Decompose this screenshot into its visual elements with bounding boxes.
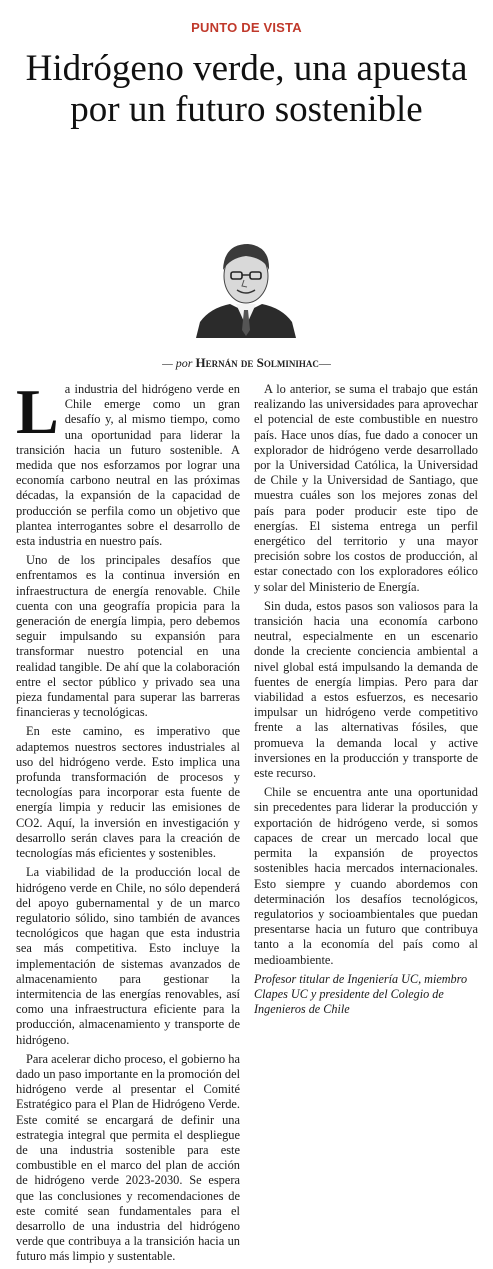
drop-cap: L [16, 376, 59, 447]
byline [0, 355, 493, 371]
author-name: Hernán de Solminihac [195, 355, 319, 370]
section-kicker: PUNTO DE VISTA [191, 20, 302, 35]
paragraph: La industria del hidrógeno verde en Chile emerge como un gran desafío y, al mismo tiempo, como una oportunidad para liderar la transición hacia un futuro sostenible. A medida que nos esforzamos por lograr una economía carbono neutral en las próximas décadas, la expansión de la capacidad de producción se perfila como un objetivo que plantea interrogantes sobre el desarrollo de esta industria en nuestro país. [16, 376, 240, 549]
author-signature: Profesor titular de Ingeniería UC, miembro Clapes UC y presidente del Colegio de Ingenieros de Chile [254, 971, 468, 1016]
paragraph: En este camino, es imperativo que adaptemos nuestros sectores industriales al uso del hidrógeno verde. Esto implica una profunda transformación de procesos y tecnologías para incorporar esta fuente de energía limpia y reducir las emisiones de CO2. Aquí, la inversión en investigación y desarrollo serán claves para la creación de tecnologías más eficientes y sostenibles. [16, 724, 240, 861]
paragraph-start: Para acelerar dicho proceso, el gobierno ha dado un paso importante en la promoción del hidrógeno verde al presentar el Comité Estratégico para el Plan de Hidrógeno Verde. Este comité se encargará de definir una estrategia integral que permita el despliegue de una industria sostenible para este combustible en el marco del plan de acción de hidrógeno verde 2023-2030. Se espera que las conclusiones y recomendaciones de este comité sean fundamentales para el desarrollo de una industria del hidrógeno verde que contribuya a la transición hacia un futuro más limpio y sustentable. [16, 1051, 241, 1264]
paragraph: La viabilidad de la producción local de hidrógeno verde en Chile, no sólo dependerá del apoyo gubernamental y de un marco regulatorio sólido, sino también de avances tecnológicos que hagan que esta industria sea más competitiva. Esto incluye la implementación de sistemas avanzados de almacenamiento para gestionar la intermitencia de las energías renovables, así como una infraestructura eficiente para la producción, almacenamiento y transporte de hidrógeno. [16, 865, 240, 1047]
author-portrait [196, 230, 296, 338]
paragraph: Chile se encuentra ante una oportunidad sin precedentes para liderar la producción y exportación de hidrógeno verde, si somos capaces de crear un mercado local que permita la expansión de proyectos sostenibles hacia mercados internacionales. Esto siempre y cuando abordemos con determinación los desafíos tecnológicos, regulatorios y socioambientales que puedan presentarse hacia un futuro que contribuya tanto a la economía del país como al medioambiente. [254, 785, 478, 967]
paragraph: Sin duda, estos pasos son valiosos para la transición hacia una economía carbono neutral, especialmente en un escenario donde la creciente conciencia ambiental a nivel global está impulsando la demanda de fuentes de energía limpias. Pero para dar viabilidad a estos esfuerzos, es necesario impulsar un hidrógeno verde competitivo frente a las alternativas fósiles, que promueva la demanda local y active inversiones en la producción y transporte de este recurso. [254, 598, 478, 781]
column-left [16, 376, 241, 1269]
paragraph [16, 1052, 240, 1265]
article-headline: Hidrógeno verde, una apuesta por un futuro sostenible [25, 48, 468, 130]
paragraph: A lo anterior, se suma el trabajo que están realizando las universidades para aprovechar el potencial de este combustible en nuestro país. Hace unos días, fue dado a conocer un explorador de hidrógeno verde desarrollado por la Universidad Católica, la Universidad de Chile y la Universidad de Santiago, que muestra cuáles son los mejores zonas del país para poder producir este tipo de energías. El sistema entrega un perfil energético del territorio y una mayor precisión sobre los costos de producción, al estar conectado con los exploradores eólico y solar del Ministerio de Energía. [254, 382, 478, 594]
byline-prefix: — por [162, 356, 193, 370]
column-right [254, 382, 478, 1269]
paragraph: Uno de los principales desafíos que enfrentamos es la continua inversión en infraestructura de energía renovable. Chile cuenta con una geografía propicia para la generación de energía limpia, pero debemos seguir impulsando su expansión para transformar nuestro potencial en una realidad tangible. De ahí que la colaboración entre el sector público y privado sea una pieza fundamental para superar las barreras financieras y tecnológicas. [16, 553, 240, 720]
article-body [16, 376, 479, 1269]
byline-suffix: — [318, 356, 331, 370]
